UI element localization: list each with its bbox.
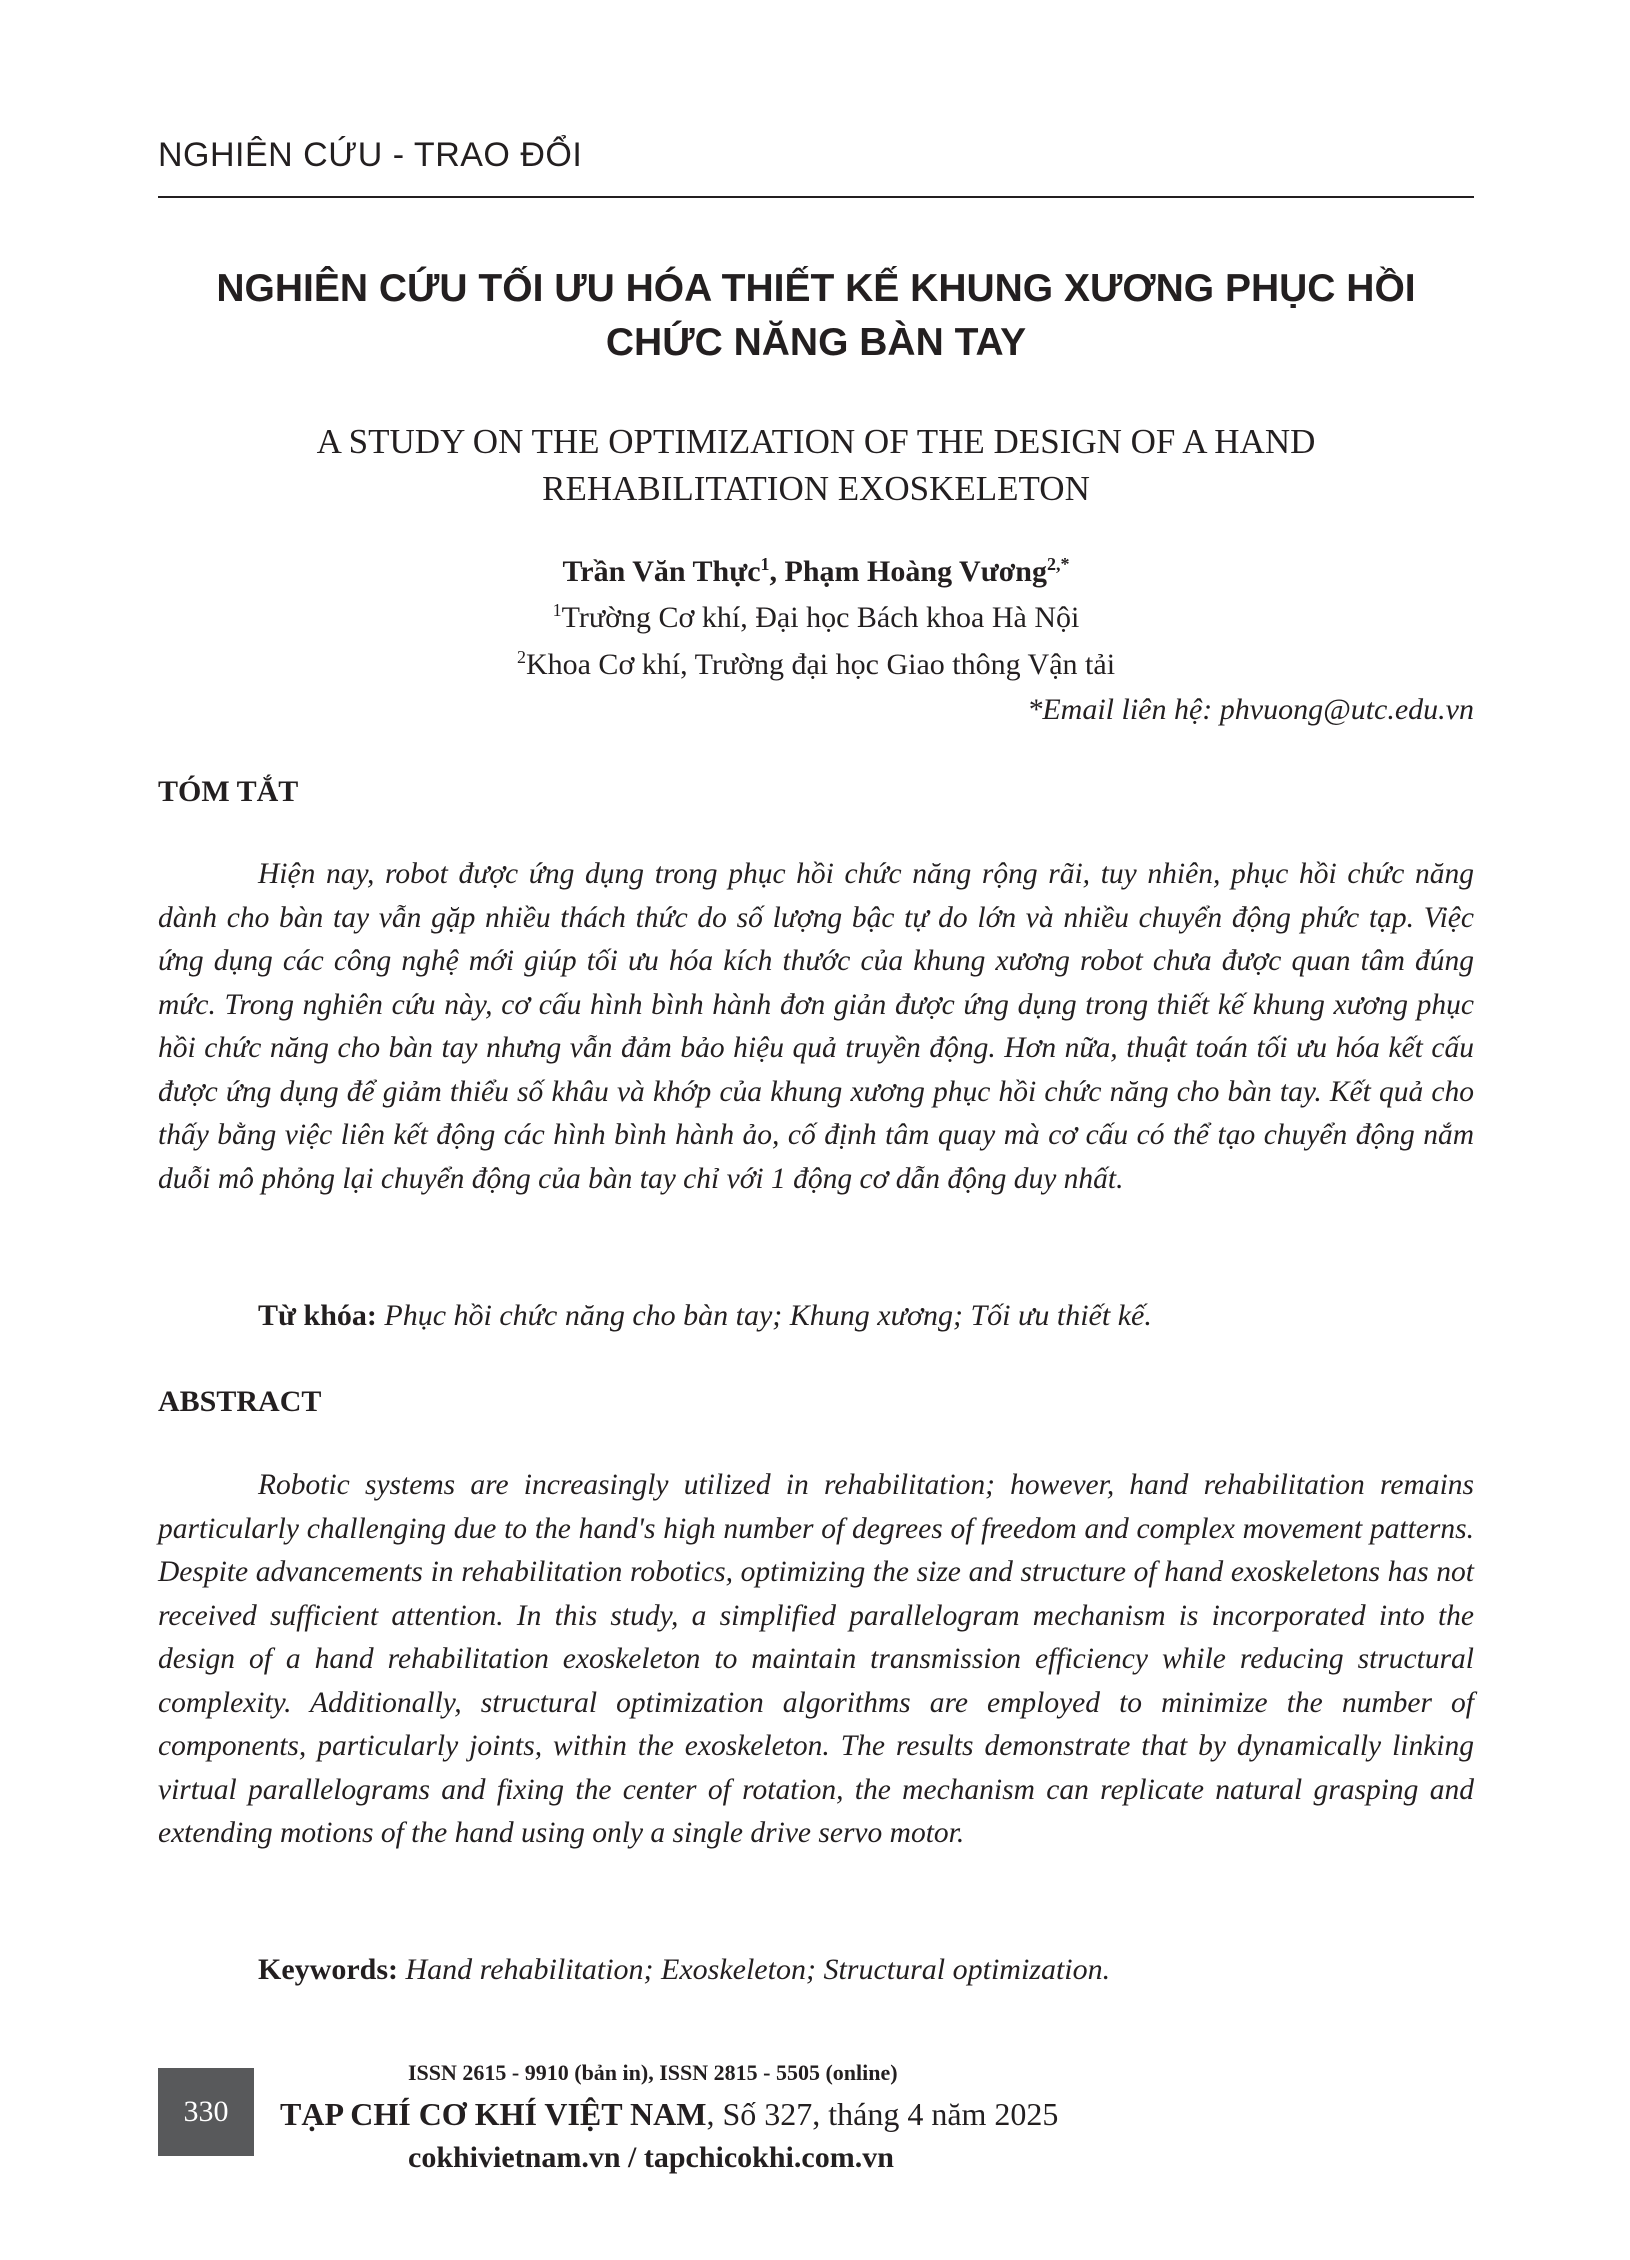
author-1-superscript: 1: [760, 554, 770, 574]
journal-name: TẠP CHÍ CƠ KHÍ VIỆT NAM: [280, 2096, 707, 2132]
affiliation-2-superscript: 2: [516, 647, 526, 667]
header-divider: [158, 196, 1474, 198]
keywords-en-label: Keywords:: [258, 1953, 398, 1986]
summary-paragraph: Hiện nay, robot được ứng dụng trong phục hồi chức năng rộng rãi, tuy nhiên, phục hồi chức năng dành cho bàn tay vẫn gặp nhiều thách thức do số lượng bậc tự do lớn và nhiều chuyển động phức tạp. Việc ứng dụng các công nghệ mới giúp tối ưu hóa kích thước của khung xương robot chưa được quan tâm đúng mức. Trong nghiên cứu này, cơ cấu hình bình hành đơn giản được ứng dụng trong thiết kế khung xương phục hồi chức năng cho bàn tay nhưng vẫn đảm bảo hiệu quả truyền động. Hơn nữa, thuật toán tối ưu hóa kết cấu được ứng dụng để giảm thiểu số khâu và khớp của khung xương phục hồi chức năng cho bàn tay. Kết quả cho thấy bằng việc liên kết động các hình bình hành ảo, cố định tâm quay mà cơ cấu có thể tạo chuyển động nắm duỗi mô phỏng lại chuyển động của bàn tay chỉ với 1 động cơ dẫn động duy nhất.: [158, 858, 1474, 1195]
issn-line: ISSN 2615 - 9910 (bản in), ISSN 2815 - 5505 (online): [408, 2060, 898, 2085]
contact-email: *Email liên hệ: phvuong@utc.edu.vn: [1027, 693, 1474, 726]
author-separator: ,: [769, 555, 785, 588]
affiliation-1: [158, 598, 1474, 638]
title-vi-line-1: NGHIÊN CỨU TỐI ƯU HÓA THIẾT KẾ KHUNG XƯƠNG PHỤC HỒI: [216, 267, 1416, 310]
affiliation-1-superscript: 1: [552, 600, 562, 620]
abstract-paragraph: Robotic systems are increasingly utilized in rehabilitation; however, hand rehabilitation remains particularly challenging due to the hand's high number of degrees of freedom and complex movement patterns. Despite advancements in rehabilitation robotics, optimizing the size and structure of hand exoskeletons has not received sufficient attention. In this study, a simplified parallelogram mechanism is incorporated into the design of a hand rehabilitation exoskeleton to maintain transmission efficiency while reducing structural complexity. Additionally, structural optimization algorithms are employed to minimize the number of components, particularly joints, within the exoskeleton. The results demonstrate that by dynamically linking virtual parallelograms and fixing the center of rotation, the mechanism can replicate natural grasping and extending motions of the hand using only a single drive servo motor.: [158, 1469, 1474, 1849]
keywords-vi-label: Từ khóa:: [258, 1299, 377, 1332]
affiliation-2-text: Khoa Cơ khí, Trường đại học Giao thông Vận tải: [525, 648, 1116, 681]
page-number-box: [158, 2068, 254, 2156]
author-2-name: Phạm Hoàng Vương: [784, 555, 1047, 588]
section-header: NGHIÊN CỨU - TRAO ĐỔI: [158, 136, 583, 174]
affiliation-1-text: Trường Cơ khí, Đại học Bách khoa Hà Nội: [561, 601, 1080, 634]
keywords-vietnamese: [258, 1296, 1152, 1336]
journal-website: cokhivietnam.vn / tapchicokhi.com.vn: [408, 2141, 894, 2174]
summary-heading: TÓM TẮT: [158, 775, 299, 808]
title-vietnamese: [158, 262, 1474, 370]
title-vi-line-2: CHỨC NĂNG BÀN TAY: [605, 321, 1027, 364]
keywords-vi-text: Phục hồi chức năng cho bàn tay; Khung xương; Tối ưu thiết kế.: [384, 1299, 1152, 1332]
page-number: 330: [183, 2095, 229, 2128]
author-line: [158, 552, 1474, 592]
title-english: [158, 418, 1474, 512]
title-en-line-1: A STUDY ON THE OPTIMIZATION OF THE DESIGN OF A HAND: [316, 422, 1316, 461]
affiliation-2: [158, 645, 1474, 685]
title-en-line-2: REHABILITATION EXOSKELETON: [542, 469, 1090, 508]
keywords-english: [258, 1950, 1110, 1990]
author-2-superscript: 2,*: [1047, 554, 1070, 574]
author-1-name: Trần Văn Thực: [562, 555, 761, 588]
journal-issue: , Số 327, tháng 4 năm 2025: [706, 2096, 1059, 2132]
abstract-heading: ABSTRACT: [158, 1385, 322, 1418]
keywords-en-text: Hand rehabilitation; Exoskeleton; Structural optimization.: [405, 1953, 1111, 1986]
journal-line: [280, 2094, 1058, 2134]
